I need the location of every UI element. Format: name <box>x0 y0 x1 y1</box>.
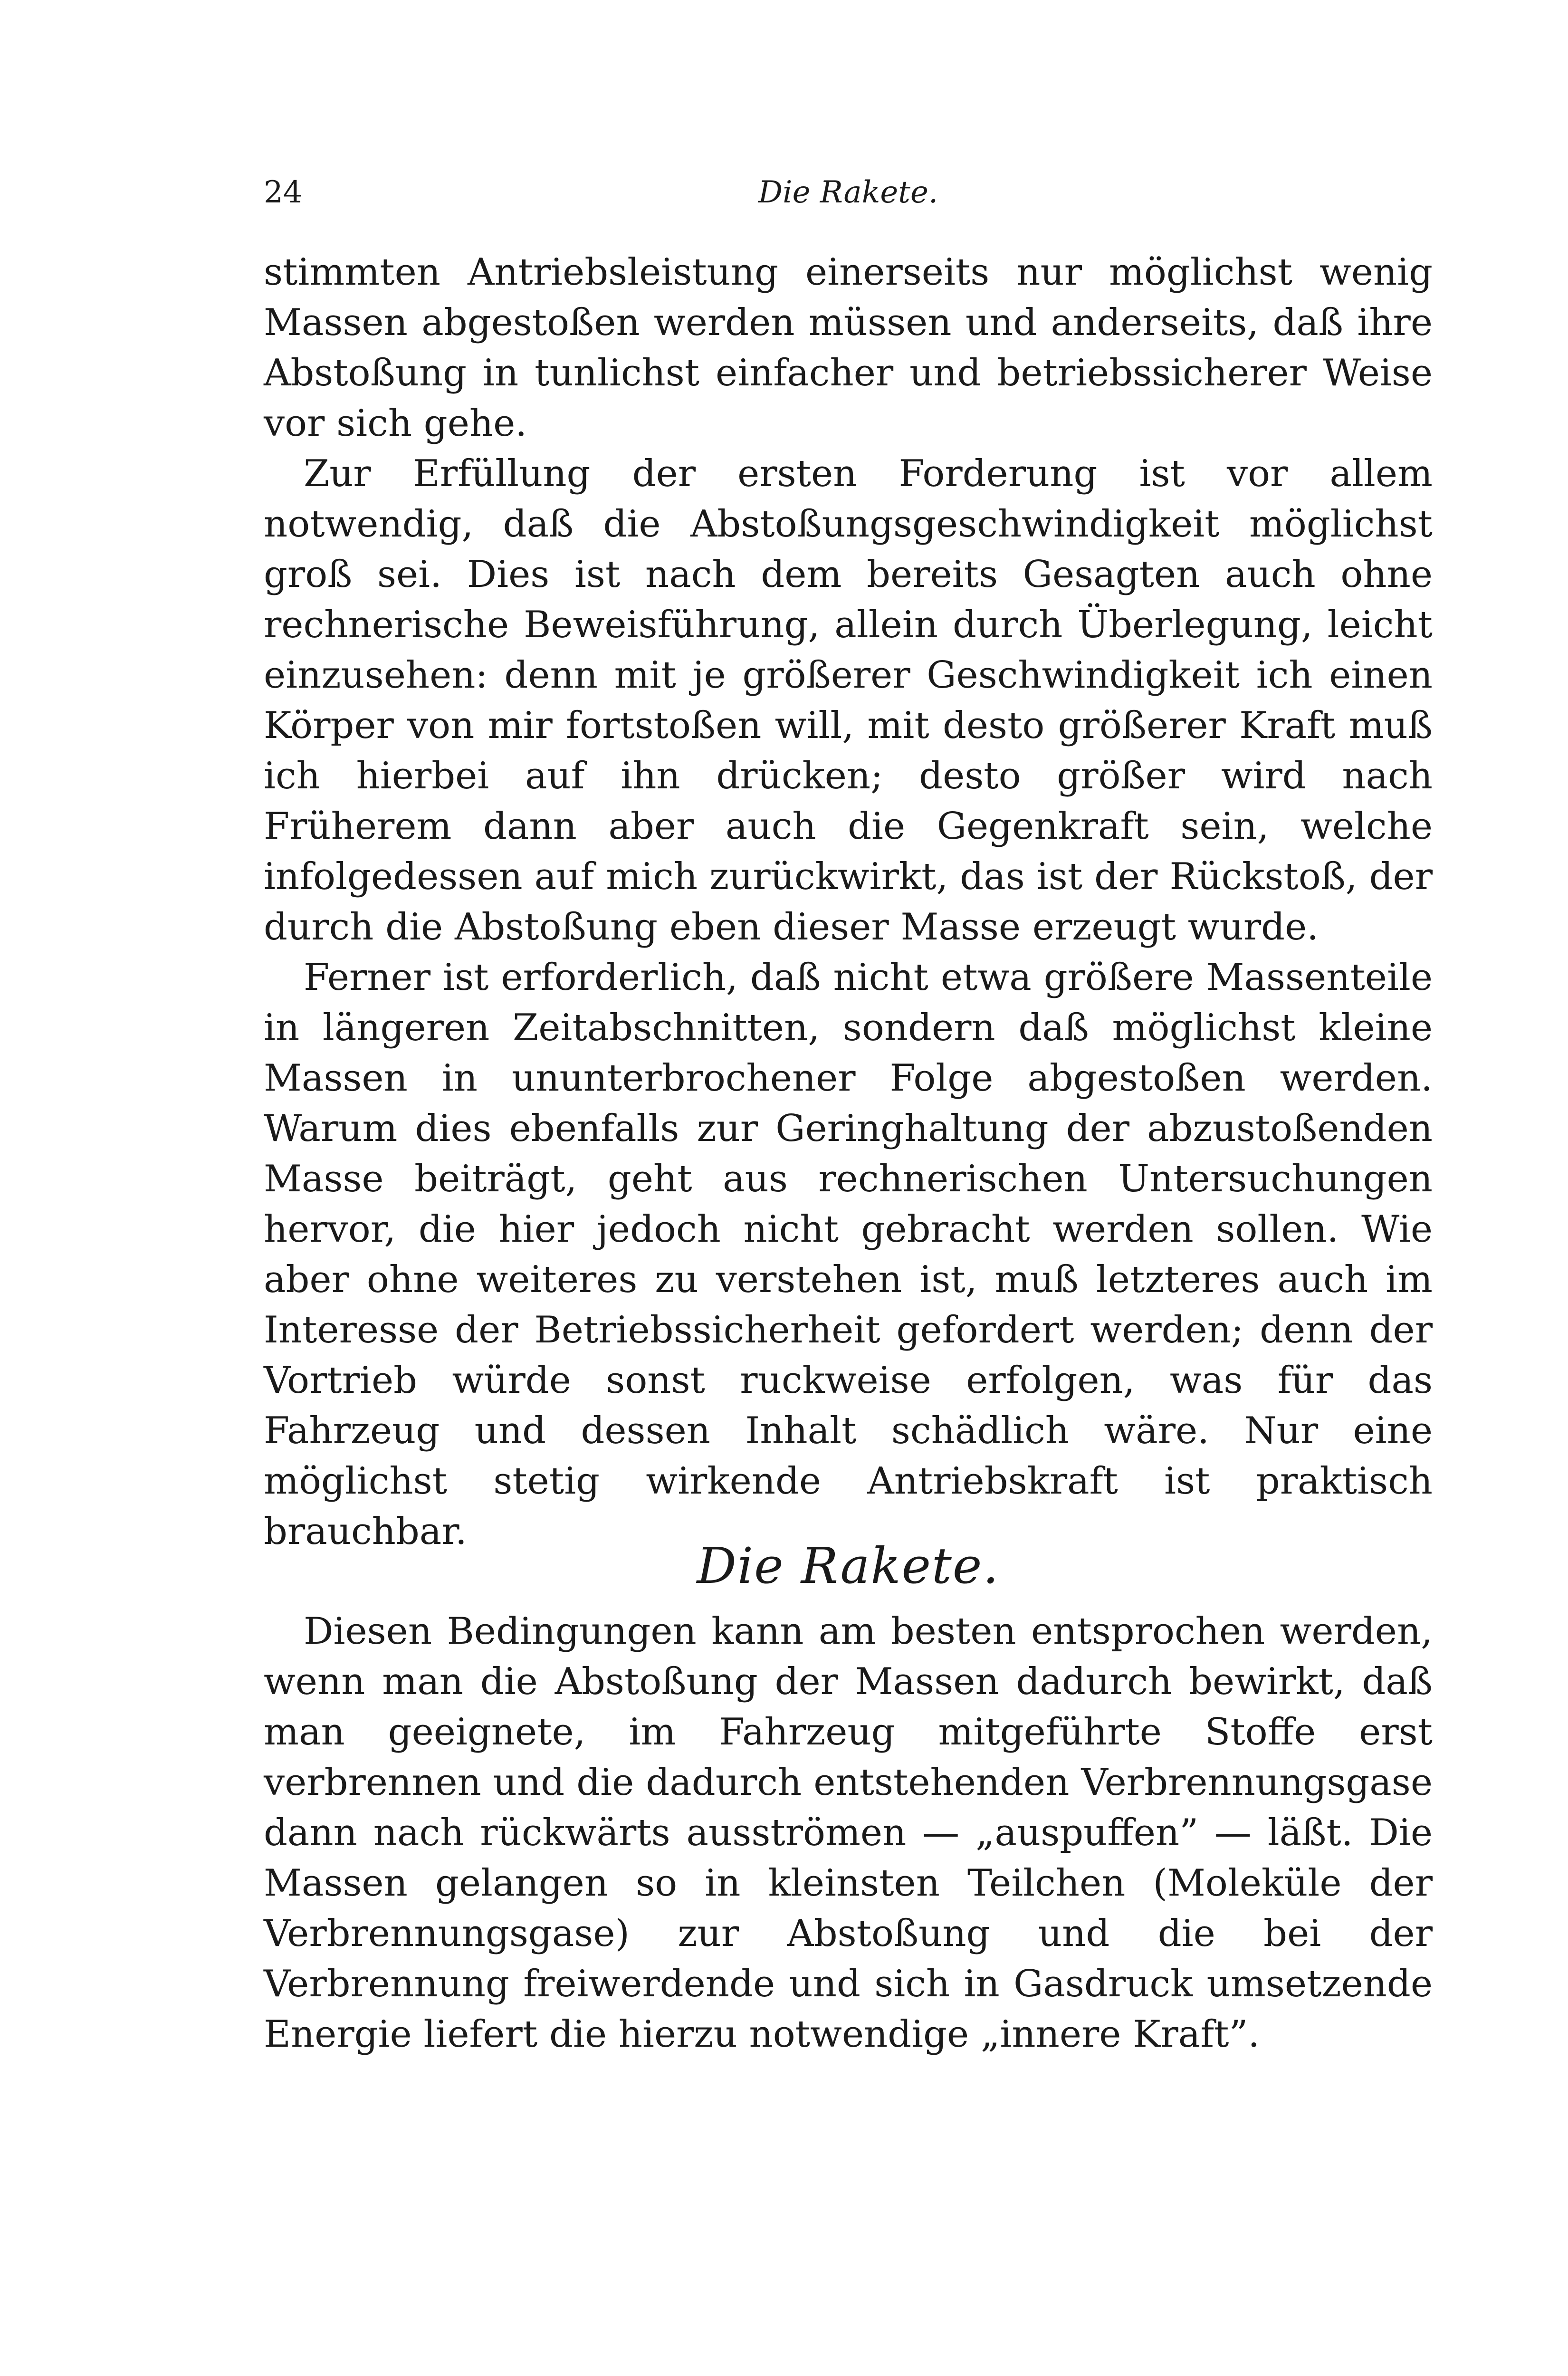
paragraph: Ferner ist erforderlich, daß nicht etwa größere Massenteile in längeren Zeitabschnitten, sondern daß möglichst kleine Massen in ununterbrochener Folge abgestoßen werden. Warum dies ebenfalls zur Geringhaltung der abzustoßenden Masse beiträgt, geht aus rechnerischen Untersuchungen hervor, die hier jedoch nicht gebracht werden sollen. Wie aber ohne weiteres zu verstehen ist, muß letzteres auch im Interesse der Betriebssicherheit gefordert werden; denn der Vortrieb würde sonst ruckweise erfolgen, was für das Fahrzeug und dessen Inhalt schädlich wäre. Nur eine möglichst stetig wirkende Antriebskraft ist praktisch brauchbar. <box>264 956 1433 1553</box>
body-text <box>264 247 1433 1557</box>
running-title: Die Rakete. <box>758 175 938 210</box>
paragraph-continuation: stimmten Antriebsleistung einerseits nur möglichst wenig Massen abgestoßen werden müssen und anderseits, daß ihre Abstoßung in tunlichst einfacher und betriebssicherer Weise vor sich gehe. <box>264 251 1433 445</box>
page-number: 24 <box>264 175 303 210</box>
section-body-text <box>264 1606 1433 2060</box>
section-heading: Die Rakete. <box>697 1537 1000 1595</box>
paragraph: Diesen Bedingungen kann am besten entsprochen werden, wenn man die Abstoßung der Massen dadurch bewirkt, daß man geeignete, im Fahrzeug mitgeführte Stoffe erst verbrennen und die dadurch entstehenden Verbrennungsgase dann nach rückwärts ausströmen — „auspuffen” — läßt. Die Massen gelangen so in kleinsten Teilchen (Moleküle der Verbrennungsgase) zur Abstoßung und die bei der Verbrennung freiwerdende und sich in Gasdruck umsetzende Energie liefert die hierzu notwendige „innere Kraft”. <box>264 1610 1433 2056</box>
running-head <box>264 171 1433 214</box>
paragraph: Zur Erfüllung der ersten Forderung ist vor allem notwendig, daß die Abstoßungsgeschwindigkeit möglichst groß sei. Dies ist nach dem bereits Gesagten auch ohne rechnerische Beweisführung, allein durch Überlegung, leicht einzusehen: denn mit je größerer Geschwindigkeit ich einen Körper von mir fortstoßen will, mit desto größerer Kraft muß ich hierbei auf ihn drücken; desto größer wird nach Früherem dann aber auch die Gegenkraft sein, welche infolgedessen auf mich zurückwirkt, das ist der Rückstoß, der durch die Abstoßung eben dieser Masse erzeugt wurde. <box>264 452 1433 948</box>
